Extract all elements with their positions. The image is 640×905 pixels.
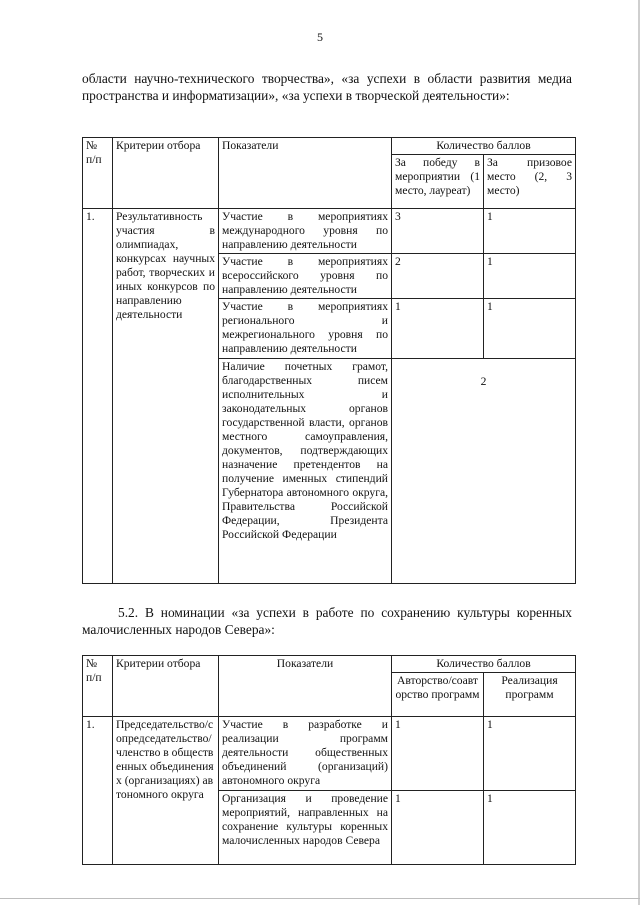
header-points: Количество баллов: [392, 138, 576, 155]
table-header-row: [83, 656, 576, 673]
criteria-table-1: [82, 137, 576, 584]
header-num: № п/п: [83, 138, 113, 209]
points-cell: 1: [484, 299, 576, 359]
row-number: 1.: [83, 209, 113, 584]
indicator-cell: Организация и проведение мероприятий, направленных на сохранение культуры коренных малочисленных народов Севера: [219, 791, 392, 865]
page-number: 5: [317, 30, 323, 44]
points-cell: 1: [484, 209, 576, 254]
points-cell: 1: [392, 791, 484, 865]
header-first-place: За победу в мероприятии (1 место, лауреат): [392, 155, 484, 209]
header-authorship: Авторство/соавторство программ: [392, 673, 484, 717]
points-cell: 2: [392, 359, 576, 584]
indicator-cell: Участие в мероприятиях международного уровня по направлению деятельности: [219, 209, 392, 254]
points-cell: 1: [392, 717, 484, 791]
points-cell: 1: [392, 299, 484, 359]
indicator-cell: Участие в мероприятиях регионального и межрегионального уровня по направлению деятельности: [219, 299, 392, 359]
indicator-cell: Участие в мероприятиях всероссийского уровня по направлению деятельности: [219, 254, 392, 299]
header-num: № п/п: [83, 656, 113, 717]
table-row: [83, 717, 576, 791]
criteria-table-2: [82, 655, 576, 865]
header-prize-place: За призовое место (2, 3 место): [484, 155, 576, 209]
header-implementation: Реализация программ: [484, 673, 576, 717]
indicator-cell: Участие в разработке и реализации программ деятельности общественных объединений (организаций) автономного округа: [219, 717, 392, 791]
criteria-cell: Председательство/сопредседательство/членство в общественных объединениях (организациях) автономного округа: [113, 717, 219, 865]
header-points: Количество баллов: [392, 656, 576, 673]
header-indicators: Показатели: [219, 138, 392, 209]
intro-paragraph: области научно-технического творчества», «за успехи в области развития медиа пространства и информатизации», «за успехи в творческой деятельности»:: [82, 71, 572, 103]
points-cell: 1: [484, 717, 576, 791]
points-cell: 1: [484, 254, 576, 299]
points-cell: 3: [392, 209, 484, 254]
section-heading: 5.2. В номинации «за успехи в работе по сохранению культуры коренных малочисленных народов Севера»:: [82, 605, 572, 637]
scan-bottom-line: [0, 898, 640, 899]
indicator-cell: Наличие почетных грамот, благодарственных писем исполнительных и законодательных органов государственной власти, органов местного самоуправления, документов, подтверждающих назначение претендентов на получение именных стипендий Губернатора автономного округа, Правительства Российской Федерации, Президента Российской Федерации: [219, 359, 392, 584]
header-indicators: Показатели: [219, 656, 392, 717]
row-number: 1.: [83, 717, 113, 865]
header-criteria: Критерии отбора: [113, 138, 219, 209]
table-row: [83, 209, 576, 254]
points-cell: 1: [484, 791, 576, 865]
criteria-cell: Результативность участия в олимпиадах, конкурсах научных работ, творческих и иных конкурсов по направлению деятельности: [113, 209, 219, 584]
table-header-row: [83, 138, 576, 155]
points-cell: 2: [392, 254, 484, 299]
header-criteria: Критерии отбора: [113, 656, 219, 717]
